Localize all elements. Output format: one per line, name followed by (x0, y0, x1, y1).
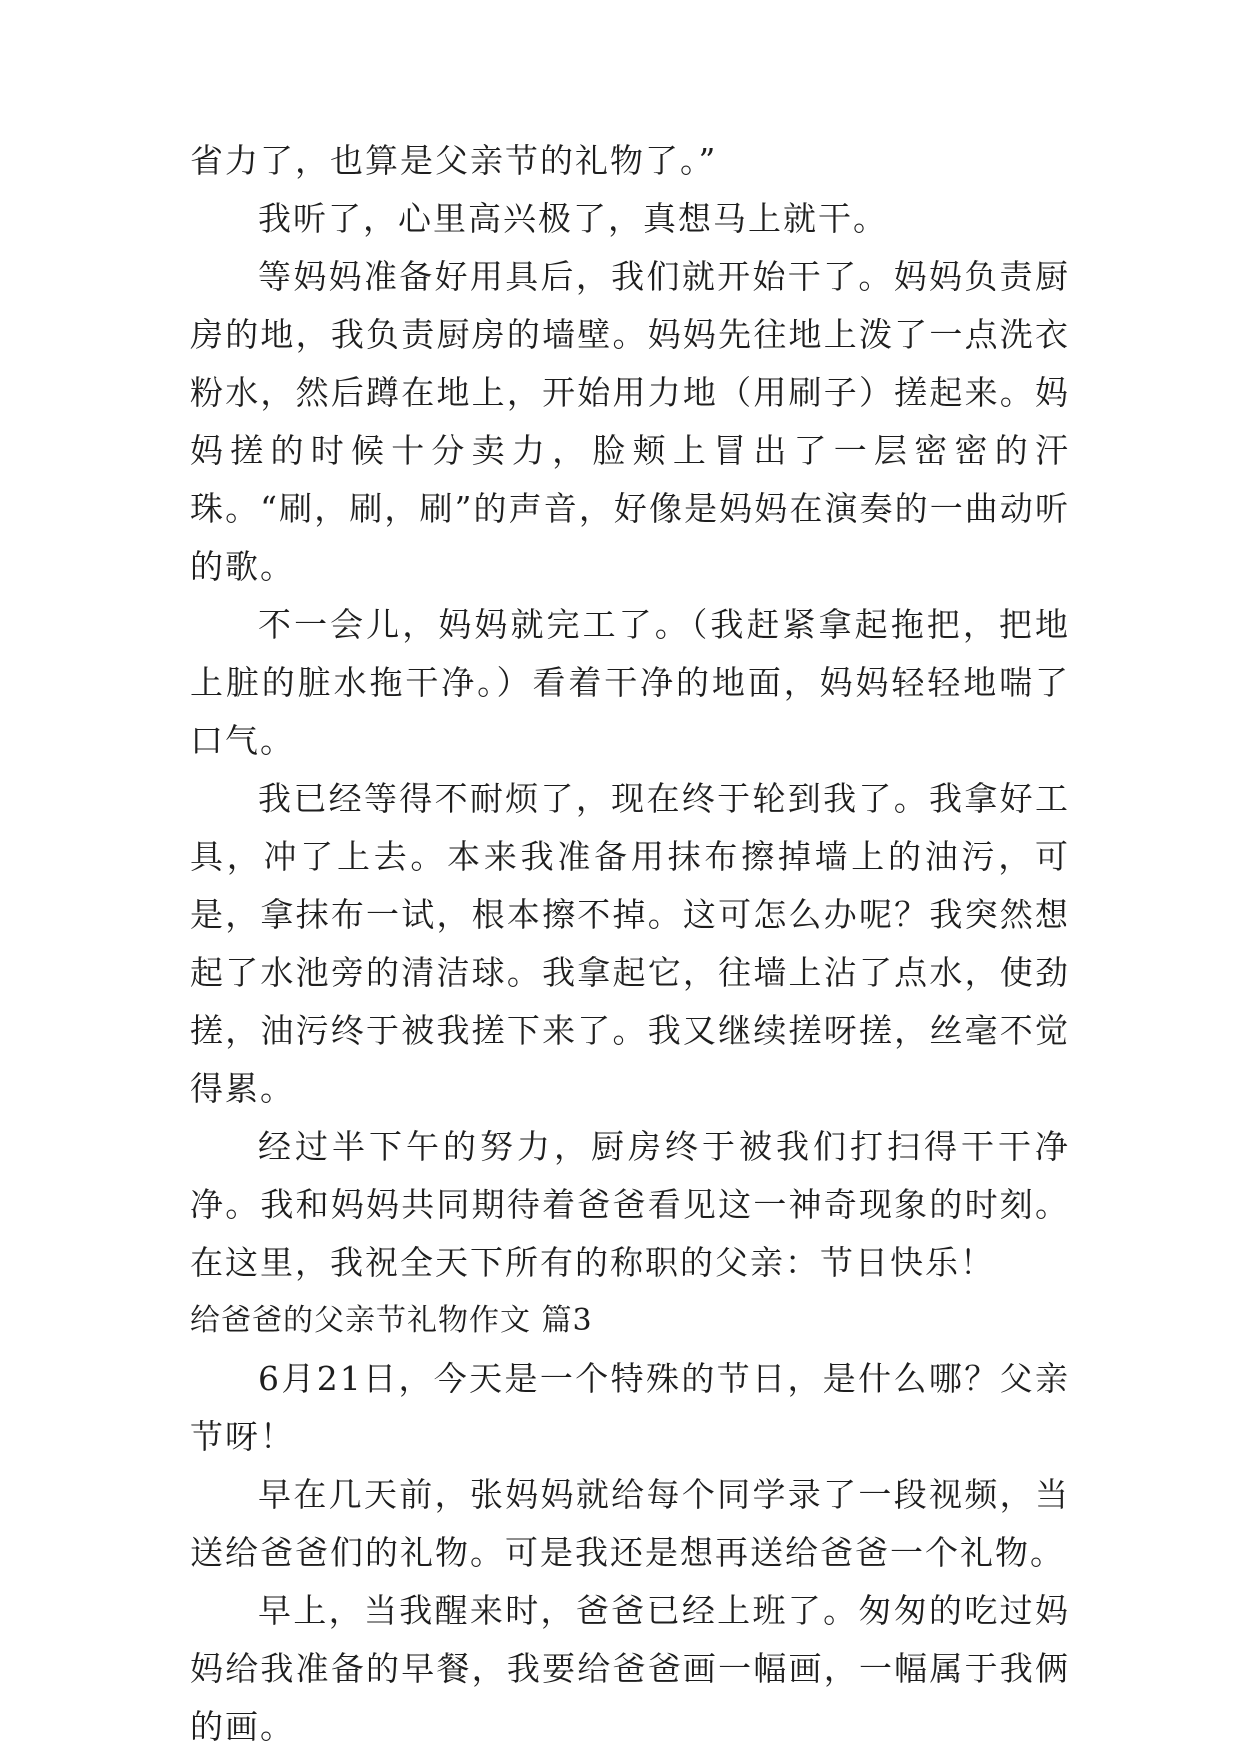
paragraph-8: 早在几天前，张妈妈就给每个同学录了一段视频，当送给爸爸们的礼物。可是我还是想再送给爸爸一个礼物。 (190, 1475, 1070, 1572)
paragraph-6: 经过半下午的努力，厨房终于被我们打扫得干干净净。我和妈妈共同期待着爸爸看见这一神奇现象的时刻。在这里，我祝全天下所有的称职的父亲：节日快乐！ (190, 1127, 1070, 1282)
paragraph-1: 省力了，也算是父亲节的礼物了。” (190, 141, 718, 180)
paragraph-3: 等妈妈准备好用具后，我们就开始干了。妈妈负责厨房的地，我负责厨房的墙壁。妈妈先往地上泼了一点洗衣粉水，然后蹲在地上，开始用力地（用刷子）搓起来。妈妈搓的时候十分卖力，脸颊上冒出了一层密密的汗珠。“刷，刷，刷”的声音，好像是妈妈在演奏的一曲动听的歌。 (190, 257, 1070, 586)
paragraph-7: 6月21日，今天是一个特殊的节日，是什么哪？父亲节呀！ (190, 1359, 1070, 1456)
text-column (190, 132, 1070, 1756)
paragraph-4: 不一会儿，妈妈就完工了。（我赶紧拿起拖把，把地上脏的脏水拖干净。）看着干净的地面，妈妈轻轻地喘了口气。 (190, 605, 1070, 760)
section-heading: 给爸爸的父亲节礼物作文 篇3 (190, 1303, 593, 1338)
paragraph-2: 我听了，心里高兴极了，真想马上就干。 (258, 199, 888, 238)
paragraph-9: 早上，当我醒来时，爸爸已经上班了。匆匆的吃过妈妈给我准备的早餐，我要给爸爸画一幅画，一幅属于我俩的画。 (190, 1591, 1070, 1746)
paragraph-5: 我已经等得不耐烦了，现在终于轮到我了。我拿好工具，冲了上去。本来我准备用抹布擦掉墙上的油污，可是，拿抹布一试，根本擦不掉。这可怎么办呢？我突然想起了水池旁的清洁球。我拿起它，往墙上沾了点水，使劲搓，油污终于被我搓下来了。我又继续搓呀搓，丝毫不觉得累。 (190, 779, 1070, 1108)
